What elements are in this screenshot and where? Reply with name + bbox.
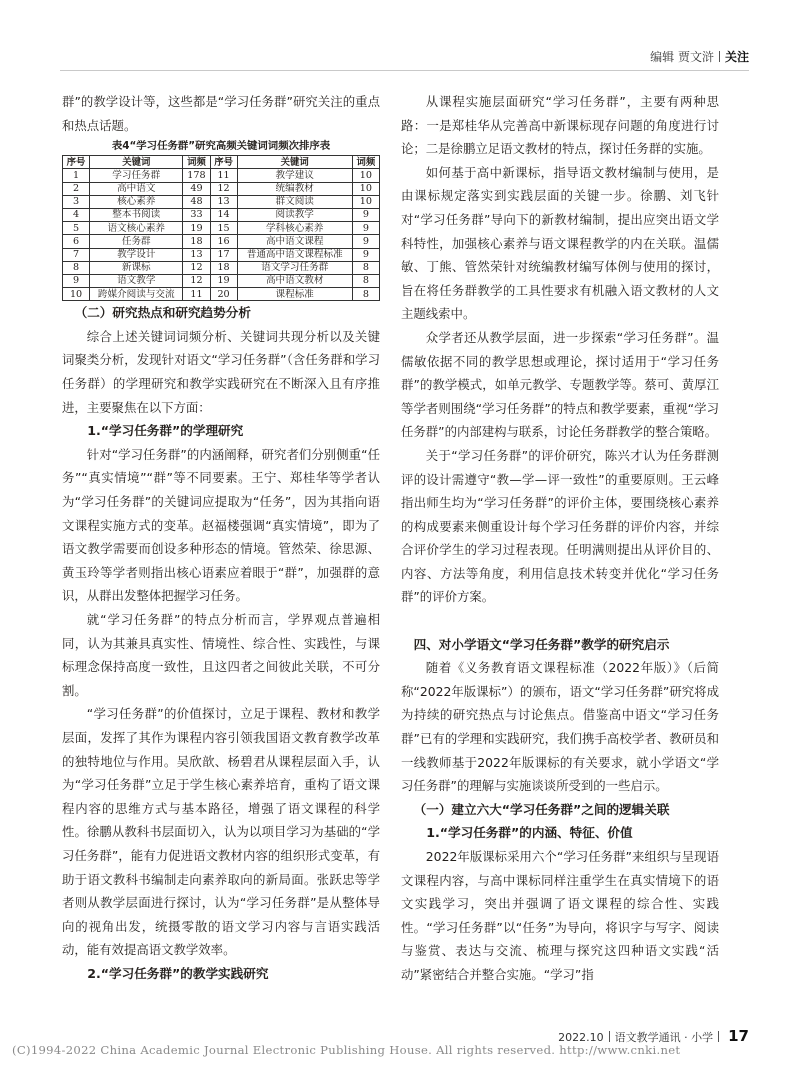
paragraph-features: 就“学习任务群”的特点分析而言，学界观点普遍相同，认为其兼具真实性、情境性、综合性、实践性，与课标理念保持高度一致性，且这四者之间彼此关联，不可分割。 (62, 611, 380, 698)
table-cell: 高中语文 (90, 182, 183, 195)
paragraph-teaching: 众学者还从教学层面，进一步探索“学习任务群”。温儒敏依据不同的教学思想或理论，探讨适用于“学习任务群”的教学模式，如单元教学、专题教学等。蔡可、黄厚江等学者则围绕“学习任务群”的特点和教学要素，重视“学习任务群”的内部建构与联系，讨论任务群教学的整合策略。 (401, 329, 719, 440)
footer-divider (718, 1031, 719, 1042)
table-header-cell: 关键词 (237, 156, 352, 169)
table-cell: 4 (63, 208, 90, 221)
page-header (650, 48, 749, 65)
table-header-cell: 序号 (210, 156, 237, 169)
table-cell: 跨媒介阅读与交流 (90, 288, 183, 301)
subheading-practice-research: 2.“学习任务群”的教学实践研究 (87, 965, 269, 981)
section-label: 关注 (724, 50, 749, 64)
journal-name: 语文教学通讯 · 小学 (614, 1031, 714, 1044)
table-cell: 2 (63, 182, 90, 195)
paragraph-six-task-groups: 2022年版课标采用六个“学习任务群”来组织与呈现语文课程内容，与高中课标同样注重学生在真实情境下的语文实践学习，突出并强调了语文课程的综合性、实践性。“学习任务群”以“任务”为导向，将识字与写字、阅读与鉴赏、表达与交流、梳理与探究这四种语文实践“活动”紧密结合并整合实施。“学习”指 (401, 849, 719, 982)
table-cell: 178 (183, 169, 210, 182)
table-cell: 20 (210, 288, 237, 301)
section-heading-logical-links: （一）建立六大“学习任务群”之间的逻辑关联 (413, 801, 670, 817)
table-cell: 9 (352, 222, 379, 235)
table-row (63, 222, 380, 235)
table-cell: 阅读教学 (237, 208, 352, 221)
table-cell: 18 (210, 261, 237, 274)
issue-label: 2022.10 (558, 1031, 604, 1044)
table-cell: 语文教学 (90, 274, 183, 287)
table-header-row (63, 156, 380, 169)
table-cell: 11 (183, 288, 210, 301)
table-cell: 9 (63, 274, 90, 287)
table-cell: 语文核心素养 (90, 222, 183, 235)
table-caption: 表4“学习任务群”研究高频关键词词频次排序表 (111, 140, 331, 153)
table-cell: 8 (63, 261, 90, 274)
table-cell: 13 (210, 195, 237, 208)
table-cell: 10 (63, 288, 90, 301)
table-cell: 5 (63, 222, 90, 235)
table-cell: 8 (352, 288, 379, 301)
table-cell: 任务群 (90, 235, 183, 248)
table-cell: 18 (183, 235, 210, 248)
table-cell: 语文学习任务群 (237, 261, 352, 274)
table-cell: 49 (183, 182, 210, 195)
page-number: 17 (728, 1027, 749, 1045)
table-cell: 高中语文课程 (237, 235, 352, 248)
right-column (401, 90, 719, 987)
table-cell: 群文阅读 (237, 195, 352, 208)
table-cell: 17 (210, 248, 237, 261)
table-cell: 12 (183, 274, 210, 287)
table-row (63, 169, 380, 182)
table-header-cell: 序号 (63, 156, 90, 169)
table-cell: 33 (183, 208, 210, 221)
paragraph-value: “学习任务群”的价值探讨，立足于课程、教材和教学层面，发挥了其作为课程内容引领我国语文教育教学改革的独特地位与作用。吴欣歆、杨碧君从课程层面入手，认为“学习任务群”立足于学生核心素养培育，重构了语文课程内容的思维方式与基本路径，增强了语文课程的科学性。徐鹏从教科书层面切入，认为以项目学习为基础的“学习任务群”，能有力促进语文教材内容的组织形式变革，有助于语文教科书编制走向素养取向的新局面。张跃忠等学者则从教学层面进行探讨，认为“学习任务群”是从整体导向的视角出发，统摄零散的语文学习内容与言语实践活动，能有效提高语文教学效率。 (62, 706, 380, 958)
table-cell: 16 (210, 235, 237, 248)
table-cell: 19 (183, 222, 210, 235)
subheading-theory-research: 1.“学习任务群”的学理研究 (87, 423, 244, 439)
table-header-cell: 词频 (352, 156, 379, 169)
table-cell: 学习任务群 (90, 169, 183, 182)
table-cell: 9 (352, 208, 379, 221)
table-row (63, 248, 380, 261)
table-cell: 12 (183, 261, 210, 274)
table-cell: 3 (63, 195, 90, 208)
paragraph-implementation: 从课程实施层面研究“学习任务群”，主要有两种思路：一是郑桂华从完善高中新课标现存问题的角度进行讨论；二是徐鹏立足语文教材的特点，探讨任务群的实施。 (401, 94, 719, 157)
table-row (63, 274, 380, 287)
paragraph-new-standard: 随着《义务教育语文课程标准（2022年版）》（后简称“2022年版课标”）的颁布，语文“学习任务群”研究将成为持续的研究热点与讨论焦点。借鉴高中语文“学习任务群”已有的学理和实践研究，我们携手高校学者、教研员和一线教师基于2022年版课标的有关要求，就小学语文“学习任务群”的理解与实施谈谈所受到的一些启示。 (401, 660, 719, 794)
table-cell: 14 (210, 208, 237, 221)
editor-label: 编辑 贾文浒 (650, 50, 714, 64)
table-header-cell: 关键词 (90, 156, 183, 169)
header-divider (719, 51, 720, 62)
table-cell: 11 (210, 169, 237, 182)
table-cell: 教学设计 (90, 248, 183, 261)
table-cell: 普通高中语文课程标准 (237, 248, 352, 261)
footer-divider (609, 1031, 610, 1042)
left-column (62, 90, 380, 985)
table-cell: 整本书阅读 (90, 208, 183, 221)
table-cell: 10 (352, 195, 379, 208)
table-row (63, 288, 380, 301)
paragraph-summary: 综合上述关键词词频分析、关键词共现分析以及关键词聚类分析，发现针对语文“学习任务群”（含任务群和学习任务群）的学理研究和教学实践研究在不断深入且有序推进，主要聚焦在以下方面： (62, 328, 380, 415)
table-cell: 学科核心素养 (237, 222, 352, 235)
table-cell: 课程标准 (237, 288, 352, 301)
table-cell: 统编教材 (237, 182, 352, 195)
table-row (63, 182, 380, 195)
table-cell: 1 (63, 169, 90, 182)
table-cell: 教学建议 (237, 169, 352, 182)
paragraph-textbook: 如何基于高中新课标，指导语文教材编制与使用，是由课标规定落实到实践层面的关键一步。徐鹏、刘飞针对“学习任务群”导向下的新教材编制，提出应突出语文学科特性，加强核心素养与语文课程教学的内在关联。温儒敏、丁熊、管然荣针对统编教材编写体例与使用的探讨，旨在将任务群教学的工具性要求有机融入语文教材的人文主题线索中。 (401, 164, 719, 322)
paragraph-connotation: 针对“学习任务群”的内涵阐释，研究者们分别侧重“任务”“真实情境”“群”等不同要素。王宁、郑桂华等学者认为“学习任务群”的关键词应提取为“任务”，因为其指向语文课程实施方式的变革。赵福楼强调“真实情境”，即为了语文教学需要而创设多种形态的情境。管然荣、徐思源、黄玉玲等学者则指出核心语素应着眼于“群”，加强群的意识，从群出发整体把握学习任务。 (62, 446, 380, 604)
header-rule (60, 70, 749, 71)
table-cell: 6 (63, 235, 90, 248)
copyright-notice: (C)1994-2022 China Academic Journal Electronic Publishing House. All rights reserved. http://www.cnki.net (12, 1043, 681, 1057)
table-cell: 10 (352, 169, 379, 182)
table-cell: 8 (352, 261, 379, 274)
section-heading-implications: 四、对小学语文“学习任务群”教学的研究启示 (413, 636, 670, 652)
keyword-frequency-table (62, 155, 380, 301)
table-cell: 9 (352, 235, 379, 248)
table-row (63, 261, 380, 274)
paragraph-evaluation: 关于“学习任务群”的评价研究，陈兴才认为任务群测评的设计需遵守“教—学—评一致性”的重要原则。王云峰指出师生均为“学习任务群”的评价主体，要围绕核心素养的构成要素来侧重设计每个学习任务群的评价内容，并综合评价学生的学习过程表现。任明满则提出从评价目的、内容、方法等角度，利用信息技术转变并优化“学习任务群”的评价方案。 (401, 447, 719, 605)
table-cell: 新课标 (90, 261, 183, 274)
table-row (63, 195, 380, 208)
table-cell: 高中语文教材 (237, 274, 352, 287)
section-spacer (401, 609, 719, 633)
table-cell: 9 (352, 248, 379, 261)
table-cell: 7 (63, 248, 90, 261)
section-heading-research-hotspots: （二）研究热点和研究趋势分析 (74, 305, 251, 321)
intro-continuation: 群”的教学设计等，这些都是“学习任务群”研究关注的重点和热点话题。 (62, 94, 380, 133)
table-cell: 19 (210, 274, 237, 287)
table-cell: 8 (352, 274, 379, 287)
table-cell: 12 (210, 182, 237, 195)
table-cell: 15 (210, 222, 237, 235)
table-header-cell: 词频 (183, 156, 210, 169)
table-cell: 10 (352, 182, 379, 195)
table-cell: 13 (183, 248, 210, 261)
table-cell: 48 (183, 195, 210, 208)
subheading-connotation-features-value: 1.“学习任务群”的内涵、特征、价值 (426, 825, 633, 841)
table-row (63, 208, 380, 221)
table-cell: 核心素养 (90, 195, 183, 208)
table-row (63, 235, 380, 248)
